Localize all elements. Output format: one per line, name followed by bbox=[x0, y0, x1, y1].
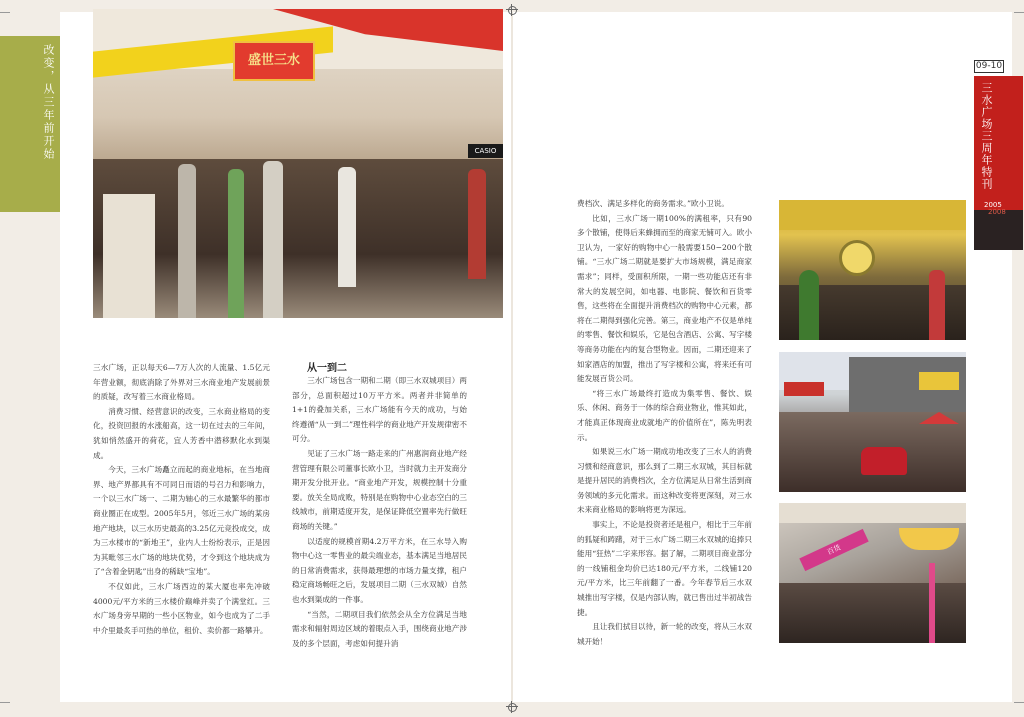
person bbox=[929, 270, 945, 340]
red-car bbox=[861, 447, 907, 475]
spine-gutter bbox=[511, 12, 513, 702]
paragraph: 今天，三水广场矗立而起的商业地标，在当地商界、地产界都具有不可同日而语的号召力和影响力，一个以三水广场一、二期为轴心的三水最繁华的都市商业圈正在成型。2005年5月，邻近三水广场的某房地产地块，以三水历史最高的3.25亿元竞投成交，成为三水楼市的“新地王”，业内人士纷纷表示，正是因为其毗邻三水广场的地块优势，才令到这个地块成为了“含着金钥匙”出身的稀缺“宝地”。 bbox=[93, 465, 270, 577]
pillar bbox=[929, 563, 935, 643]
paragraph: 比如，三水广场一期100%的满租率，只有90多个散铺，使得后来蜂拥而至的商家无铺可入。欧小卫认为，一家好的购物中心一般需要150−200个散铺。“三水广场二期就是要扩大市场规模，满足商家需求”；同样，受面积所限，一期一些功能店还有非常大的发展空间，如电器、电影院、餐饮和百货零售，这些将在全面提升消费档次的购物中心元素，都将在二期得到强化完善。第三，商业地产不仅是单纯的零售、餐饮和娱乐，它是包含酒店、公寓、写字楼等商务功能在内的复合型物业。因而，二期还迎来了如家酒店的加盟，推出了写字楼和公寓，将来还有可能发展百货公司。 bbox=[577, 213, 752, 384]
paragraph: 以适度的规模首期4.2万平方米，在三水导入购物中心这一零售业的最尖端业态，基本满足当地居民的日常消费需求，获得最理想的市场力量支撑，租户稳定商场畅旺之后，发展项目二期（三水双城）自然也水到渠成的一件事。 bbox=[292, 536, 467, 604]
ceiling bbox=[779, 503, 966, 523]
yellow-banner bbox=[899, 528, 959, 550]
section-heading: 从一到二 bbox=[307, 363, 347, 374]
year-start: 2005 bbox=[984, 201, 1002, 209]
paragraph: 消费习惯、经营意识的改变，三水商业格局的变化，投资回报的水涨船高，这一切在过去的三年间，犹如悄然盛开的荷花，宜人芳香中潜移默化水到渠成。 bbox=[93, 406, 270, 460]
person bbox=[338, 167, 356, 287]
plant bbox=[799, 270, 819, 340]
person bbox=[468, 169, 486, 279]
photo-mall-interior bbox=[93, 9, 503, 318]
paragraph: 如果说三水广场一期成功地改变了三水人的消费习惯和经商意识，那么到了二期三水双城，其目标就是提升居民的消费档次，全方位满足从日常生活到商务领域的多元化需求。而这种改变将更深刻，对三水未来商业格局的影响将更为深远。 bbox=[577, 447, 752, 515]
billboard bbox=[919, 372, 959, 390]
crop-mark bbox=[1014, 12, 1024, 13]
banner bbox=[784, 382, 824, 396]
crop-mark bbox=[0, 12, 10, 13]
ceiling-lights bbox=[779, 200, 966, 230]
year-block bbox=[974, 210, 1023, 250]
paragraph: 且让我们拭目以待，新一轮的改变，将从三水双城开始！ bbox=[577, 622, 752, 646]
year-range bbox=[984, 202, 1006, 216]
paragraph: 三水广场包含一期和二期（即三水双城项目）两部分，总面积超过10万平方米。两者并非简单的1+1的叠加关系，三水广场能有今天的成功，与始终遵循“从一到二”理性科学的商业地产开发规律密不可分。 bbox=[292, 376, 467, 444]
issue-title: 三水广场三周年特刊 bbox=[980, 82, 993, 190]
paragraph: 见证了三水广场一路走来的广州惠润商业地产经营管理有限公司董事长欧小卫，当时就力主开发商分期开发分批开业。“商业地产开发，规模控制十分重要。放关全局成败，特别是在购物中心业态空白的三线城市，前期适度开发，是保证降低空置率先行做旺商场的关键。” bbox=[292, 448, 467, 531]
section-tab-text: 改变，从三年前开始 bbox=[42, 44, 55, 161]
crop-mark bbox=[0, 702, 10, 703]
decoration bbox=[839, 240, 875, 276]
crowd bbox=[779, 583, 966, 643]
person bbox=[228, 169, 244, 318]
photo-escalator bbox=[779, 503, 966, 643]
paragraph: 三水广场，正以每天6—7万人次的人流量、1.5亿元年营业额，彻底消除了外界对三水商业地产发展前景的质疑，改写着三水商业格局。 bbox=[93, 363, 270, 402]
article-column-2 bbox=[292, 374, 467, 651]
year-end: 2008 bbox=[988, 208, 1006, 216]
photo-mall-atrium bbox=[779, 200, 966, 340]
paragraph: “当然，二期项目我们依然会从全方位满足当地需求和辐射周边区域的着眼点入手，围绕商业地产涉及的多个层面，考虑如何提升消 bbox=[292, 609, 467, 648]
escalator-sign: 百货 bbox=[799, 529, 868, 571]
store-sign: 盛世三水 bbox=[233, 41, 315, 81]
person bbox=[178, 164, 196, 318]
section-tab-right bbox=[974, 76, 1023, 210]
registration-mark-top bbox=[506, 4, 518, 16]
display-stand bbox=[103, 194, 155, 318]
registration-mark-bottom bbox=[506, 701, 518, 713]
paragraph: 费档次、满足多样化的商务需求。”欧小卫说。 bbox=[577, 199, 729, 208]
photo-plaza-event bbox=[779, 352, 966, 492]
paragraph: 事实上，不论是投资者还是租户，相比于三年前的狐疑和踌躇，对于三水广场二期三水双城的追捧只能用“狂热”二字来形容。据了解，二期项目商业部分的一线铺租金均价已达180元/平方米，二线铺120元/平方米，比三年前翻了一番。今年春节后三水双城推出写字楼，仅是内部认购，就已售出过半初战告捷。 bbox=[577, 520, 752, 617]
crop-mark bbox=[1014, 702, 1024, 703]
page-number: 09-10 bbox=[975, 61, 1003, 71]
article-column-1 bbox=[93, 361, 270, 638]
person bbox=[263, 161, 283, 318]
article-column-3 bbox=[577, 197, 752, 649]
paragraph: “将三水广场最终打造成为集零售、餐饮、娱乐、休闲、商务于一体的综合商业物业，惟其如此，才能真正体现商业成就地产的价值所在”，陈先明表示。 bbox=[577, 388, 752, 442]
section-tab-left bbox=[0, 36, 60, 212]
casio-sign: CASIO bbox=[468, 144, 503, 158]
paragraph: 不仅如此，三水广场西边的某大厦也率先冲破 4000元/平方米的三水楼价巅峰并卖了个满堂红。三水广场身旁早期的一些小区物业，如今也成为了二手中介里最炙手可热的单位，租价、卖价都一路攀升。 bbox=[93, 581, 270, 635]
